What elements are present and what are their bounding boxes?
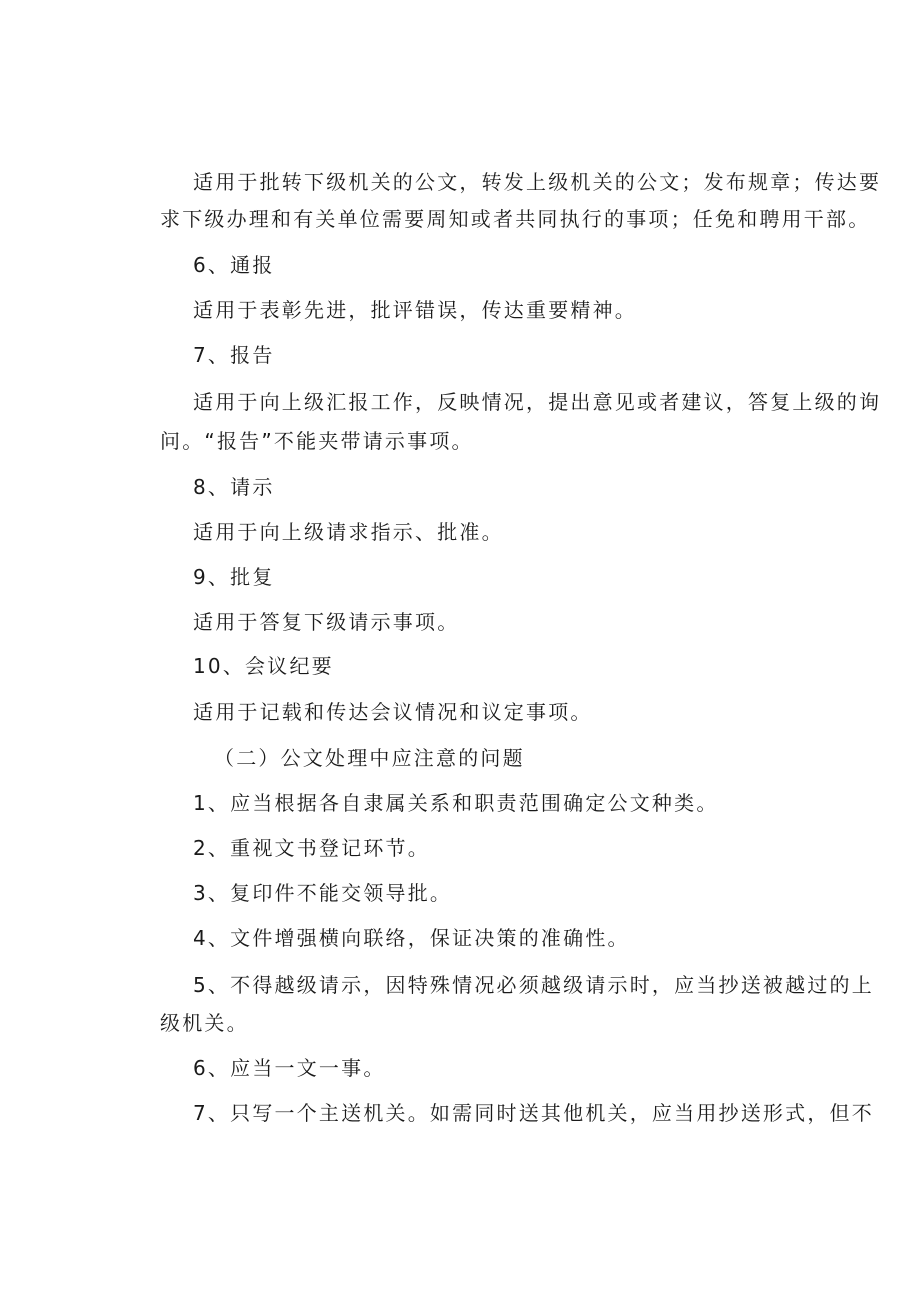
- section-heading: 9、批复: [193, 565, 275, 589]
- paragraph-line: 求下级办理和有关单位需要周知或者共同执行的事项；任免和聘用干部。: [160, 207, 871, 231]
- section-heading: 7、报告: [193, 343, 275, 367]
- list-item: 1、应当根据各自隶属关系和职责范围确定公文种类。: [193, 791, 719, 815]
- section-heading: 10、会议纪要: [193, 654, 334, 678]
- paragraph-line: 适用于批转下级机关的公文，转发上级机关的公文；发布规章；传达要: [193, 170, 882, 194]
- list-item: 5、不得越级请示，因特殊情况必须越级请示时，应当抄送被越过的上: [193, 973, 874, 997]
- list-item: 4、文件增强横向联络，保证决策的准确性。: [193, 926, 630, 950]
- section-heading: 6、通报: [193, 253, 275, 277]
- subsection-heading: （二）公文处理中应注意的问题: [214, 746, 525, 770]
- list-item-continuation: 级机关。: [160, 1011, 249, 1035]
- paragraph-line: 问。“报告”不能夹带请示事项。: [160, 429, 474, 453]
- paragraph-line: 适用于向上级请求指示、批准。: [193, 520, 504, 544]
- list-item: 7、只写一个主送机关。如需同时送其他机关，应当用抄送形式，但不: [193, 1101, 874, 1125]
- paragraph-line: 适用于表彰先进，批评错误，传达重要精神。: [193, 298, 637, 322]
- section-heading: 8、请示: [193, 475, 275, 499]
- list-item: 2、重视文书登记环节。: [193, 836, 430, 860]
- list-item: 6、应当一文一事。: [193, 1056, 386, 1080]
- list-item: 3、复印件不能交领导批。: [193, 881, 453, 905]
- paragraph-line: 适用于记载和传达会议情况和议定事项。: [193, 700, 593, 724]
- paragraph-line: 适用于答复下级请示事项。: [193, 610, 460, 634]
- paragraph-line: 适用于向上级汇报工作，反映情况，提出意见或者建议，答复上级的询: [193, 390, 882, 414]
